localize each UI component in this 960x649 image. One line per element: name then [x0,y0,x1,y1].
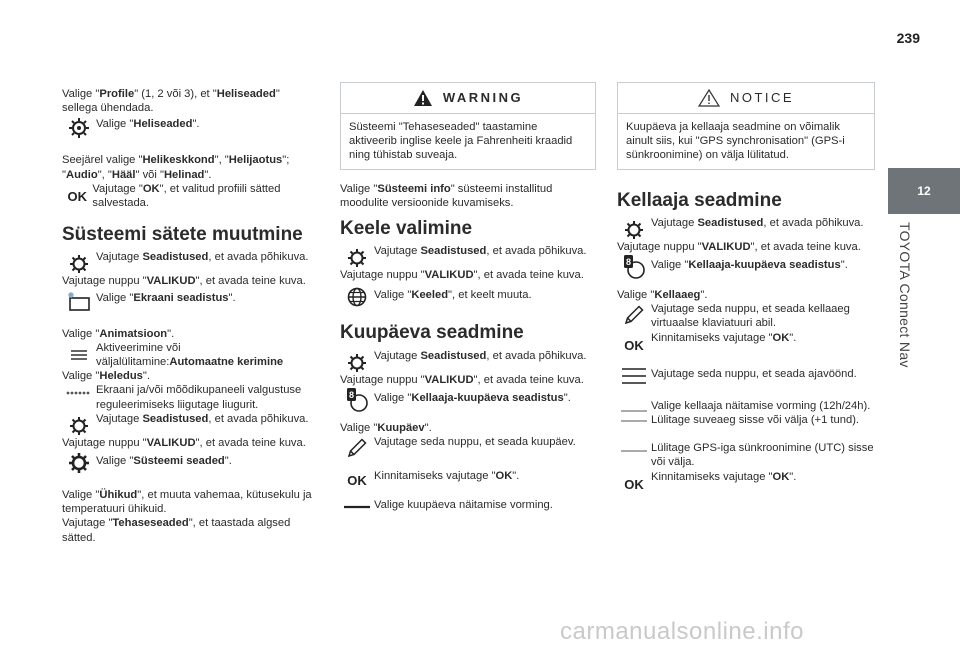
svg-text:8: 8 [625,257,632,268]
column-3 [617,82,875,492]
step-row [617,302,875,330]
paragraph: Aktiveerimine või väljalülitamine:Automaatne kerimine [96,341,284,369]
time-format-toggle-icon [617,409,651,413]
paragraph: Valige "Ühikud", et muuta vahemaa, kütusekulu ja temperatuuri ühikuid. [62,489,312,516]
step-row [340,349,596,373]
paragraph: Vajutage Seadistused, et avada põhikuva. [374,245,587,258]
paragraph: Vajutage seda nuppu, et seada kuupäev. [374,436,576,449]
step-row [340,435,596,459]
system-settings-gear-icon [62,452,96,474]
paragraph: Valige "Süsteemi seaded". [96,455,232,468]
paragraph: Vajutage Seadistused, et avada põhikuva. [96,412,309,425]
section-heading: Kuupäeva seadmine [340,322,524,344]
step-row [617,399,875,413]
edit-pencil-icon [617,304,651,326]
step-row [62,450,314,474]
timezone-list-icon [617,367,651,385]
column-2 [340,82,596,512]
ok-button-icon: OK [347,473,367,489]
step-row [62,117,314,139]
clock-date-settings-icon [340,387,374,413]
warning-triangle-icon [413,89,433,107]
step-row [340,498,596,512]
step-row [617,441,875,469]
ok-button-icon: OK [67,188,87,204]
paragraph: Vajutage nuppu "VALIKUD", et avada teine kuva. [340,269,584,282]
brightness-slider-icon [62,389,96,397]
notice-text: Kuupäeva ja kellaaja seadmine on võimalik ainult siis, kui "GPS synchronisation" (GPS-i sünkroonimine) on välja lülitatud. [626,121,845,162]
warning-text: Süsteemi "Tehaseseaded" taastamine aktiveerib inglise keele ja Fahrenheiti kraadid ning tühistab suveaja. [349,121,573,162]
page-number: 239 [896,30,920,46]
paragraph: Vajutage Seadistused, et avada põhikuva. [96,251,309,264]
date-format-icon [340,504,374,510]
step-row [62,182,314,210]
chapter-title: TOYOTA Connect Nav [897,222,913,368]
settings-gear-icon [340,248,374,268]
step-row [62,383,314,411]
notice-triangle-icon [698,89,720,107]
paragraph: Vajutage Seadistused, et avada põhikuva. [374,349,587,362]
paragraph: Valige "Süsteemi info" süsteemi installitud moodulite versioonide kuvamiseks. [340,182,553,209]
notice-box [617,82,875,170]
gps-sync-toggle-icon [617,449,651,453]
warning-box [340,82,596,170]
paragraph: Kinnitamiseks vajutage "OK". [651,470,797,483]
step-row [617,367,875,385]
ok-button-icon: OK [624,476,644,492]
section-heading: Süsteemi sätete muutmine [62,224,303,246]
paragraph: Kinnitamiseks vajutage "OK". [374,470,520,483]
step-row [340,282,596,308]
paragraph: Vajutage nuppu "VALIKUD", et avada teine kuva. [340,373,584,386]
paragraph: Vajutage nuppu "VALIKUD", et avada teine kuva. [62,436,306,449]
column-1 [62,87,314,545]
paragraph: Kinnitamiseks vajutage "OK". [651,331,797,344]
paragraph: Valige kuupäeva näitamise vorming. [374,499,553,512]
paragraph: Valige "Animatsioon". [62,327,175,340]
paragraph: Valige "Ekraani seadistus". [96,291,236,304]
animation-toggle-icon [62,349,96,361]
clock-date-settings-icon [617,254,651,280]
paragraph: Valige "Keeled", et keelt muuta. [374,289,532,302]
warning-header [341,83,595,114]
warning-title: WARNING [442,89,524,105]
watermark: carmanualsonline.info [560,618,804,645]
paragraph: Vajutage "Tehaseseaded", et taastada algsed sätted. [62,517,291,544]
step-row [340,469,596,488]
paragraph: Vajutage nuppu "VALIKUD", et avada teine kuva. [617,240,861,253]
step-row [340,244,596,268]
step-row [62,289,314,313]
step-row [617,413,875,427]
paragraph: Vajutage seda nuppu, et seada kellaaeg virtuaalse klaviatuuri abil. [651,303,850,330]
paragraph: Vajutage seda nuppu, et seada ajavöönd. [651,367,857,380]
paragraph: Vajutage Seadistused, et avada põhikuva. [651,216,864,229]
paragraph: Valige "Heledus". [62,370,150,383]
paragraph: Valige "Kellaaja-kuupäeva seadistus". [651,259,848,272]
paragraph: Valige "Profile" (1, 2 või 3), et "Heliseaded" sellega ühendada. [62,88,280,115]
step-row [617,470,875,492]
paragraph: Valige "Kellaaja-kuupäeva seadistus". [374,391,571,404]
paragraph: Lülitage suveaeg sisse või välja (+1 tund). [651,414,860,427]
display-settings-icon [62,291,96,313]
settings-gear-icon [62,254,96,274]
ok-button-icon: OK [624,337,644,353]
paragraph: Ekraani ja/või mõõdikupaneeli valgustuse reguleerimiseks liigutage liugurit. [96,384,302,411]
settings-gear-icon [340,353,374,373]
step-row [62,250,314,274]
notice-header [618,83,874,114]
step-row [62,412,314,436]
settings-gear-icon [617,220,651,240]
notice-title: NOTICE [729,89,795,105]
step-row [340,387,596,413]
edit-pencil-icon [340,437,374,459]
svg-text:8: 8 [348,389,355,400]
paragraph: Lülitage GPS-iga sünkroonimine (UTC) sisse või välja. [651,442,874,469]
section-heading: Keele valimine [340,218,473,240]
paragraph: Valige kellaaja näitamise vorming (12h/24h). [651,399,871,412]
paragraph: Vajutage nuppu "VALIKUD", et avada teine kuva. [62,275,306,288]
paragraph: Seejärel valige "Helikeskkond", "Helijaotus"; "Audio", "Hääl" või "Helinad". [62,154,290,181]
language-globe-icon [340,286,374,308]
paragraph: Vajutage "OK", et valitud profiili sätted salvestada. [92,182,281,210]
step-row [617,216,875,240]
sound-settings-icon [62,117,96,139]
settings-gear-icon [62,416,96,436]
paragraph: Valige "Kuupäev". [340,421,432,434]
step-row [617,331,875,353]
step-row [62,341,314,369]
step-row [617,254,875,280]
daylight-saving-toggle-icon [617,419,651,423]
section-heading: Kellaaja seadmine [617,189,782,211]
paragraph: Valige "Heliseaded". [96,118,200,131]
chapter-tab[interactable]: 12 [888,168,960,214]
paragraph: Valige "Kellaaeg". [617,289,708,302]
